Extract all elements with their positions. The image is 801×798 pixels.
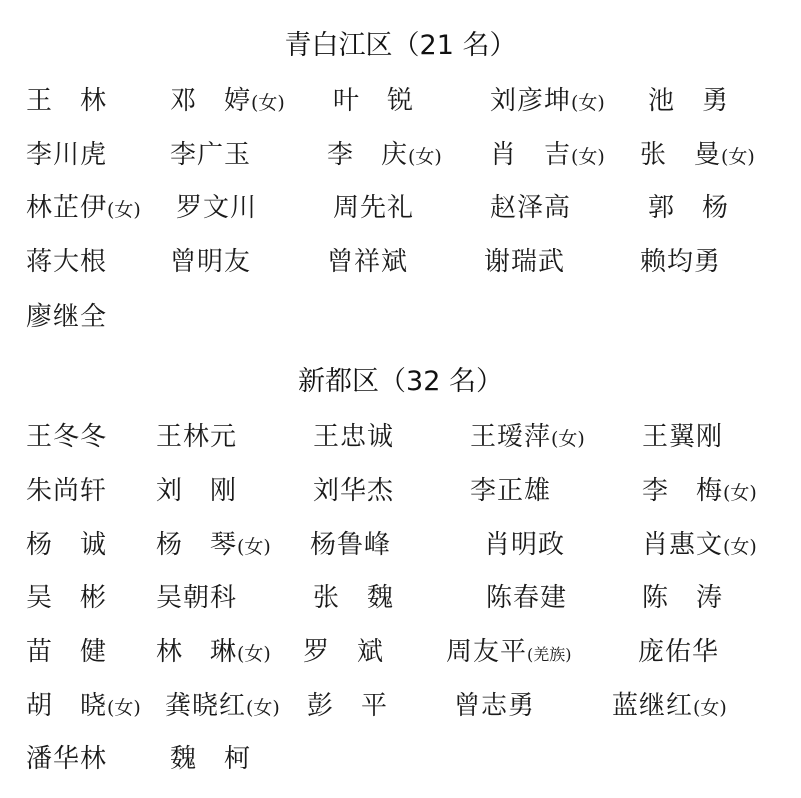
person-entry bbox=[26, 689, 141, 725]
person-entry bbox=[26, 742, 107, 778]
person-entry bbox=[156, 635, 271, 671]
person-name: 肖惠文 bbox=[642, 530, 724, 560]
person-entry bbox=[26, 84, 107, 120]
person-name: 罗 斌 bbox=[303, 637, 385, 667]
person-entry bbox=[638, 635, 719, 671]
person-entry bbox=[313, 581, 394, 617]
person-name: 苗 健 bbox=[26, 637, 108, 667]
person-entry bbox=[333, 191, 414, 227]
person-note: (女) bbox=[723, 536, 757, 558]
person-name: 王翼刚 bbox=[642, 422, 724, 452]
person-name: 王林元 bbox=[156, 422, 238, 452]
person-note: (女) bbox=[571, 146, 605, 168]
person-name: 蒋大根 bbox=[26, 247, 108, 277]
person-entry bbox=[170, 84, 285, 120]
person-name: 王瑷萍 bbox=[470, 422, 552, 452]
person-entry bbox=[170, 245, 251, 281]
person-note: (羌族) bbox=[527, 645, 572, 664]
person-entry bbox=[156, 474, 237, 510]
person-entry bbox=[454, 689, 535, 725]
person-name: 王 林 bbox=[26, 86, 108, 116]
person-name: 彭 平 bbox=[307, 691, 389, 721]
person-entry bbox=[165, 689, 280, 725]
person-entry bbox=[156, 581, 237, 617]
person-entry bbox=[612, 689, 727, 725]
person-entry bbox=[490, 191, 571, 227]
person-note: (女) bbox=[408, 146, 442, 168]
person-entry bbox=[484, 528, 565, 564]
person-note: (女) bbox=[571, 92, 605, 114]
person-name: 曾明友 bbox=[170, 247, 252, 277]
person-name: 朱尚轩 bbox=[26, 476, 108, 506]
person-entry bbox=[170, 742, 251, 778]
person-name: 罗文川 bbox=[176, 193, 258, 223]
person-note: (女) bbox=[721, 146, 755, 168]
person-entry bbox=[327, 138, 442, 174]
person-name: 王忠诚 bbox=[313, 422, 395, 452]
person-name: 王冬冬 bbox=[26, 422, 108, 452]
person-name: 陈春建 bbox=[486, 583, 568, 613]
person-name: 潘华林 bbox=[26, 744, 108, 774]
person-name: 张 曼 bbox=[640, 140, 722, 170]
person-entry bbox=[156, 420, 237, 456]
person-entry bbox=[470, 420, 585, 456]
person-entry bbox=[313, 420, 394, 456]
person-name: 魏 柯 bbox=[170, 744, 252, 774]
person-entry bbox=[313, 474, 394, 510]
person-name: 李广玉 bbox=[170, 140, 252, 170]
person-entry bbox=[26, 245, 107, 281]
person-name: 李 庆 bbox=[327, 140, 409, 170]
person-name: 周先礼 bbox=[333, 193, 415, 223]
person-name: 李川虎 bbox=[26, 140, 108, 170]
person-name: 杨 琴 bbox=[156, 530, 238, 560]
person-name: 刘华杰 bbox=[313, 476, 395, 506]
person-note: (女) bbox=[237, 536, 271, 558]
person-name: 郭 杨 bbox=[648, 193, 730, 223]
person-name: 肖明政 bbox=[484, 530, 566, 560]
person-entry bbox=[640, 245, 721, 281]
section-title-qingbaijiang: 青白江区（21 名） bbox=[284, 30, 517, 61]
person-entry bbox=[327, 245, 408, 281]
person-entry bbox=[156, 528, 271, 564]
person-name: 陈 涛 bbox=[642, 583, 724, 613]
person-name: 叶 锐 bbox=[333, 86, 415, 116]
person-entry bbox=[640, 138, 755, 174]
section-title-xindu: 新都区（32 名） bbox=[298, 366, 503, 397]
person-entry bbox=[26, 581, 107, 617]
person-entry bbox=[170, 138, 251, 174]
person-entry bbox=[642, 474, 757, 510]
person-entry bbox=[446, 635, 572, 672]
person-name: 邓 婷 bbox=[170, 86, 252, 116]
person-entry bbox=[648, 84, 729, 120]
person-entry bbox=[470, 474, 551, 510]
person-entry bbox=[26, 635, 107, 671]
person-entry bbox=[484, 245, 565, 281]
person-entry bbox=[303, 635, 384, 671]
person-name: 张 魏 bbox=[313, 583, 395, 613]
person-note: (女) bbox=[246, 697, 280, 719]
person-entry bbox=[26, 300, 107, 336]
person-name: 赖均勇 bbox=[640, 247, 722, 277]
person-entry bbox=[642, 420, 723, 456]
person-note: (女) bbox=[107, 199, 141, 221]
person-name: 林芷伊 bbox=[26, 193, 108, 223]
person-entry bbox=[648, 191, 729, 227]
person-name: 龚晓红 bbox=[165, 691, 247, 721]
person-name: 谢瑞武 bbox=[484, 247, 566, 277]
person-entry bbox=[26, 138, 107, 174]
person-name: 曾祥斌 bbox=[327, 247, 409, 277]
person-name: 蓝继红 bbox=[612, 691, 694, 721]
person-name: 李正雄 bbox=[470, 476, 552, 506]
person-entry bbox=[26, 191, 141, 227]
person-name: 刘彦坤 bbox=[490, 86, 572, 116]
person-entry bbox=[490, 84, 605, 120]
person-name: 赵泽高 bbox=[490, 193, 572, 223]
person-name: 吴 彬 bbox=[26, 583, 108, 613]
person-note: (女) bbox=[107, 697, 141, 719]
person-name: 林 琳 bbox=[156, 637, 238, 667]
person-entry bbox=[310, 528, 391, 564]
person-name: 李 梅 bbox=[642, 476, 724, 506]
person-entry bbox=[176, 191, 257, 227]
person-name: 庞佑华 bbox=[638, 637, 720, 667]
person-entry bbox=[486, 581, 567, 617]
person-note: (女) bbox=[551, 428, 585, 450]
person-entry bbox=[26, 420, 107, 456]
person-name: 肖 吉 bbox=[490, 140, 572, 170]
person-name: 曾志勇 bbox=[454, 691, 536, 721]
person-note: (女) bbox=[693, 697, 727, 719]
person-name: 吴朝科 bbox=[156, 583, 238, 613]
person-entry bbox=[490, 138, 605, 174]
person-entry bbox=[642, 528, 757, 564]
person-entry bbox=[307, 689, 388, 725]
person-name: 杨 诚 bbox=[26, 530, 108, 560]
person-name: 周友平 bbox=[446, 637, 528, 667]
person-name: 刘 刚 bbox=[156, 476, 238, 506]
person-entry bbox=[642, 581, 723, 617]
person-entry bbox=[26, 528, 107, 564]
person-name: 胡 晓 bbox=[26, 691, 108, 721]
person-note: (女) bbox=[251, 92, 285, 114]
person-name: 池 勇 bbox=[648, 86, 730, 116]
person-note: (女) bbox=[237, 643, 271, 665]
person-note: (女) bbox=[723, 482, 757, 504]
person-entry bbox=[333, 84, 414, 120]
person-name: 杨鲁峰 bbox=[310, 530, 392, 560]
person-name: 廖继全 bbox=[26, 302, 108, 332]
person-entry bbox=[26, 474, 107, 510]
